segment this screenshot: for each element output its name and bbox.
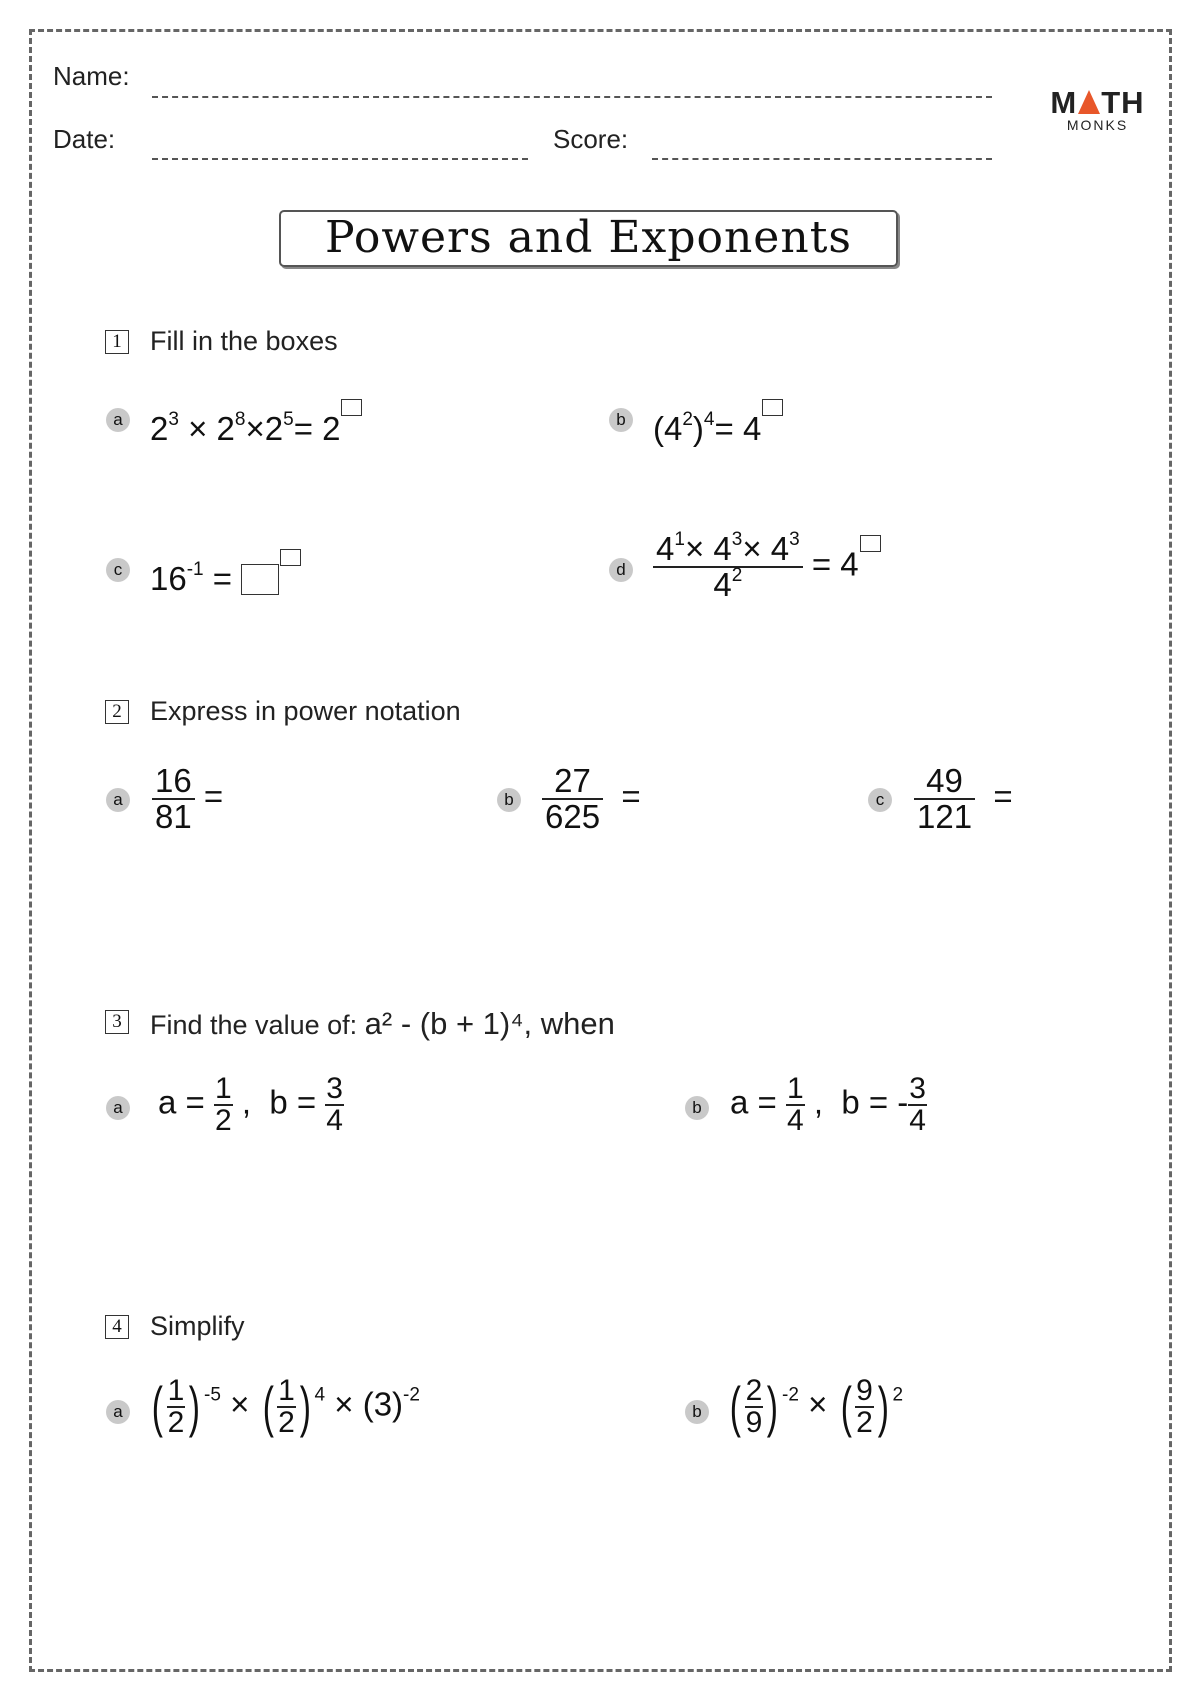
worksheet-title: Powers and Exponents — [279, 210, 898, 267]
q2b-denominator: 625 — [545, 798, 601, 835]
logo-text-left: M — [1050, 85, 1078, 120]
name-label: Name: — [53, 61, 130, 91]
q1d-answer-box[interactable] — [860, 535, 881, 552]
math-monks-logo — [1050, 85, 1145, 133]
q2c-numerator: 49 — [914, 764, 975, 800]
q4-part-b-badge: b — [685, 1400, 709, 1424]
name-field[interactable] — [152, 96, 992, 98]
q2-part-a-expression — [152, 764, 223, 834]
q3-part-b-badge: b — [685, 1096, 709, 1120]
q3-expression: a² - (b + 1)⁴, when — [364, 1006, 615, 1041]
q1-part-b-expression: $(4^2)^4= 4$ — [653, 399, 783, 448]
q2a-equals: = — [203, 777, 224, 815]
q1-part-c-badge: c — [106, 558, 130, 582]
q3-part-b-expression: a = $\frac{1}{4}$ , b = - $\frac{3}{4}$ — [730, 1072, 926, 1137]
question-4-number: 4 — [105, 1315, 129, 1339]
date-label: Date: — [53, 124, 116, 154]
q3-part-a-badge: a — [106, 1096, 130, 1120]
question-1-instruction: Fill in the boxes — [150, 326, 338, 356]
logo-subtext: MONKS — [1066, 117, 1129, 133]
question-3-instruction: Find the value of: a² - (b + 1)⁴, when — [150, 1006, 615, 1041]
q2-part-c-expression — [914, 764, 1013, 834]
q1b-answer-box[interactable] — [762, 399, 783, 416]
q1-part-a-expression: $2^3 \times 2^8\times 2^5= 2$ — [150, 399, 362, 448]
q2-part-a-badge: a — [106, 788, 130, 812]
q2b-equals: = — [621, 777, 641, 815]
question-4-instruction: Simplify — [150, 1311, 245, 1341]
q1-part-c-expression: $16^{-1}$ = — [150, 549, 301, 598]
score-label: Score: — [553, 124, 629, 154]
q1-part-d-badge: d — [609, 558, 633, 582]
q2a-numerator: 16 — [152, 764, 195, 800]
q2-part-b-badge: b — [497, 788, 521, 812]
question-2-number: 2 — [105, 700, 129, 724]
question-1-number: 1 — [105, 330, 129, 354]
question-2-instruction: Express in power notation — [150, 696, 461, 726]
q2-part-b-expression — [542, 764, 641, 834]
q2a-denominator: 81 — [155, 798, 192, 835]
logo-triangle-icon — [1078, 90, 1100, 114]
date-field[interactable] — [152, 158, 528, 160]
q1c-exponent-box[interactable] — [280, 549, 301, 566]
question-3-number: 3 — [105, 1010, 129, 1034]
q4-part-b-expression: ( $\frac{2}{9}$ ) $^{-2}$ × ( $\frac{9}{2}$ ) $^2$ — [729, 1374, 904, 1439]
q1-part-a-badge: a — [106, 408, 130, 432]
q4-part-a-expression: ( $\frac{1}{2}$ ) $^{-5}$ × ( $\frac{1}{2}$ ) $^4 \times (3)^{-2}$ — [151, 1374, 420, 1439]
q2-part-c-badge: c — [868, 788, 892, 812]
q1-part-b-badge: b — [609, 408, 633, 432]
q4-part-a-badge: a — [106, 1400, 130, 1424]
score-field[interactable] — [652, 158, 992, 160]
logo-text-right: TH — [1101, 85, 1145, 120]
q2c-equals: = — [993, 777, 1013, 815]
q2b-numerator: 27 — [542, 764, 603, 800]
q1a-answer-box[interactable] — [341, 399, 362, 416]
q1c-base-box[interactable] — [241, 564, 279, 595]
q3-part-a-expression: a = $\frac{1}{2}$ , b = $\frac{3}{4}$ — [158, 1072, 343, 1137]
q1-part-d-expression: $\frac{4^1\times 4^3\times 4^3}{4^2}$ = 4 — [653, 532, 881, 602]
q2c-denominator: 121 — [917, 798, 973, 835]
